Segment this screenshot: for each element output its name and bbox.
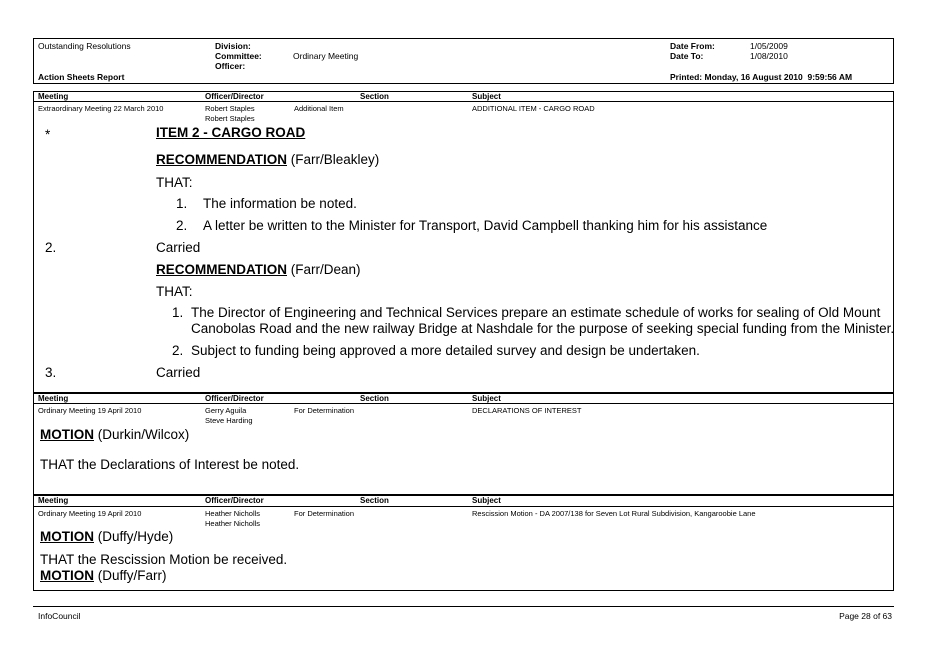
page-number: Page 28 of 63 <box>839 611 892 621</box>
meeting-value: Ordinary Meeting 19 April 2010 <box>38 509 142 518</box>
col-officer: Officer/Director <box>205 92 264 101</box>
list-number: 1. <box>172 305 184 320</box>
section-value: For Determination <box>294 406 355 415</box>
officer-label: Officer: <box>215 61 246 71</box>
recommendation-heading-1 <box>156 152 379 168</box>
list-item-text: A letter be written to the Minister for Transport, David Campbell thanking him for his assistance <box>203 218 768 233</box>
subject-value: Rescission Motion - DA 2007/138 for Seven Lot Rural Subdivision, Kangaroobie Lane <box>472 509 756 518</box>
footer-app-name: InfoCouncil <box>38 611 81 621</box>
committee-label: Committee: <box>215 51 262 61</box>
col-section: Section <box>360 394 389 403</box>
list-item-text: The information be noted. <box>203 196 357 211</box>
paragraph-number: 2. <box>45 240 57 255</box>
motion-label: MOTION <box>40 568 94 583</box>
motion-heading <box>40 529 173 545</box>
recommendation-label: RECOMMENDATION <box>156 262 287 277</box>
list-number: 1. <box>176 196 188 211</box>
list-item-text: The Director of Engineering and Technical Services prepare an estimate schedule of works for sealing of Old Mount <box>191 305 881 320</box>
list-number: 2. <box>176 218 188 233</box>
item-title: ITEM 2 - CARGO ROAD <box>156 125 306 140</box>
date-from-label: Date From: <box>670 41 715 51</box>
col-meeting: Meeting <box>38 496 69 505</box>
printed-label: Printed: <box>670 72 703 82</box>
column-header-divider <box>33 506 894 507</box>
list-item-text-continued: Canobolas Road and the new railway Bridge at Nashdale for the purpose of seeking special funding from the Minister. <box>191 321 895 336</box>
col-section: Section <box>360 92 389 101</box>
director-value: Heather Nicholls <box>205 519 261 528</box>
resolution-text: THAT the Rescission Motion be received. <box>40 552 288 567</box>
star-marker: * <box>45 127 51 142</box>
col-meeting: Meeting <box>38 394 69 403</box>
col-officer: Officer/Director <box>205 394 264 403</box>
motion-label: MOTION <box>40 427 94 442</box>
officer-value: Heather Nicholls <box>205 509 261 518</box>
record-2 <box>33 393 894 495</box>
date-to-value: 1/08/2010 <box>750 51 788 61</box>
subject-value: DECLARATIONS OF INTEREST <box>472 406 582 415</box>
footer-divider <box>33 606 894 607</box>
printed-line <box>670 72 852 82</box>
that-label: THAT: <box>156 175 193 190</box>
list-number: 2. <box>172 343 184 358</box>
subject-value: ADDITIONAL ITEM - CARGO ROAD <box>472 104 595 113</box>
meeting-value: Ordinary Meeting 19 April 2010 <box>38 406 142 415</box>
meeting-value: Extraordinary Meeting 22 March 2010 <box>38 104 164 113</box>
motion-movers: (Duffy/Hyde) <box>94 529 174 544</box>
motion-heading <box>40 568 167 584</box>
director-value: Robert Staples <box>205 114 255 123</box>
recommendation-heading-2 <box>156 262 361 278</box>
recommendation-movers: (Farr/Bleakley) <box>287 152 380 167</box>
paragraph-number: 3. <box>45 365 57 380</box>
report-title: Action Sheets Report <box>38 72 125 82</box>
motion-movers: (Durkin/Wilcox) <box>94 427 190 442</box>
motion-heading <box>40 427 189 443</box>
section-value: Additional Item <box>294 104 344 113</box>
officer-value: Gerry Aguila <box>205 406 247 415</box>
printed-value: Monday, 16 August 2010 9:59:56 AM <box>704 72 853 82</box>
col-subject: Subject <box>472 394 501 403</box>
list-item-text: Subject to funding being approved a more detailed survey and design be undertaken. <box>191 343 700 358</box>
org-name: Outstanding Resolutions <box>38 41 131 51</box>
division-label: Division: <box>215 41 251 51</box>
that-label: THAT: <box>156 284 193 299</box>
carried-status: Carried <box>156 240 201 255</box>
carried-status: Carried <box>156 365 201 380</box>
col-subject: Subject <box>472 92 501 101</box>
col-subject: Subject <box>472 496 501 505</box>
column-header-divider <box>33 403 894 404</box>
director-value: Steve Harding <box>205 416 253 425</box>
col-meeting: Meeting <box>38 92 69 101</box>
committee-value: Ordinary Meeting <box>293 51 359 61</box>
motion-label: MOTION <box>40 529 94 544</box>
recommendation-label: RECOMMENDATION <box>156 152 287 167</box>
officer-value: Robert Staples <box>205 104 255 113</box>
section-value: For Determination <box>294 509 355 518</box>
date-to-label: Date To: <box>670 51 704 61</box>
col-section: Section <box>360 496 389 505</box>
column-header-divider <box>33 101 894 102</box>
motion-movers: (Duffy/Farr) <box>94 568 167 583</box>
recommendation-movers: (Farr/Dean) <box>287 262 361 277</box>
date-from-value: 1/05/2009 <box>750 41 788 51</box>
resolution-text: THAT the Declarations of Interest be noted. <box>40 457 300 472</box>
col-officer: Officer/Director <box>205 496 264 505</box>
